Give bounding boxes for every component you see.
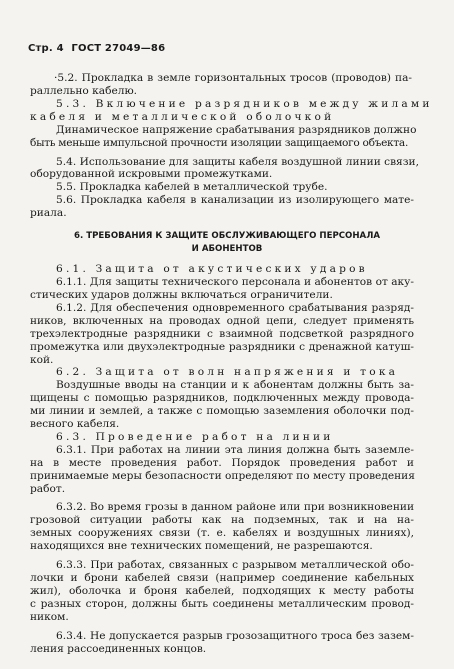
- text-line: 5.4. Использование для защиты кабеля воздушной линии связи,: [56, 156, 419, 168]
- chapter-title: 6. ТРЕБОВАНИЯ К ЗАЩИТЕ ОБСЛУЖИВАЮЩЕГО ПЕРСОНАЛА: [74, 231, 380, 241]
- text-line: 5.6. Прокладка кабеля в канализации из изолирующего мате-: [56, 194, 414, 206]
- text-line: ником.: [30, 611, 69, 623]
- section-heading-line: 6.2. Защита от волн напряжения и тока: [56, 366, 399, 378]
- text-line: жил), оболочка и броня кабелей, подходящих к месту работы: [30, 585, 414, 597]
- text-line: риала.: [30, 207, 67, 219]
- text-line: на в месте проведения работ. Порядок проведения работ и: [30, 457, 414, 469]
- chapter-title: И АБОНЕНТОВ: [191, 244, 263, 254]
- text-line: принимаемые меры безопасности определяют по месту проведения: [30, 470, 415, 482]
- text-line: грозовой ситуации работы как на подземных, так и на на-: [30, 514, 414, 526]
- text-line: промежутка или двухэлектродные разрядники с дренажной катуш-: [30, 341, 414, 353]
- text-line: работ.: [30, 483, 66, 495]
- text-line: ников, включенных на проводах одной цепи, следует применять: [30, 315, 414, 327]
- text-line: трехэлектродные разрядники с взаимной подсветкой разрядного: [30, 328, 414, 340]
- text-line: быть меньше импульсной прочности изоляции защищаемого объекта.: [30, 137, 409, 149]
- text-line: находящихся вне технических помещений, не разрешаются.: [30, 540, 373, 552]
- page-header: [28, 43, 169, 54]
- text-line: 5.5. Прокладка кабелей в металлической трубе.: [56, 181, 328, 193]
- text-line: 6.3.3. При работах, связанных с разрывом металлической обо-: [56, 559, 414, 571]
- text-line: земных сооружениях связи (т. е. кабелях и воздушных линиях),: [30, 527, 414, 539]
- text-line: 6.3.2. Во время грозы в данном районе или при возникновении: [56, 501, 414, 513]
- text-line: ми линии и землей, а также с помощью заземления оболочки под-: [30, 405, 414, 417]
- text-line: Воздушные вводы на станции и к абонентам должны быть за-: [56, 379, 414, 391]
- text-line: 6.3.1. При работах на линии эта линия должна быть заземле-: [56, 444, 414, 456]
- text-line: лочки и брони кабелей связи (например соединение кабельных: [30, 572, 414, 584]
- page-number: Стр. 4: [28, 43, 64, 54]
- text-line: оборудованной искровыми промежутками.: [30, 168, 273, 180]
- text-line: с разных сторон, должны быть соединены металлическим провод-: [30, 598, 414, 610]
- text-line: Динамическое напряжение срабатывания разрядников должно: [56, 124, 417, 136]
- section-heading-line: кабеля и металлической оболочкой: [30, 111, 335, 123]
- text-line: 6.3.4. Не допускается разрыв грозозащитного троса без зазем-: [56, 630, 414, 642]
- text-line: стических ударов должны включаться ограничители.: [30, 289, 333, 301]
- text-line: щищены с помощью разрядников, подключенных между провода-: [30, 392, 414, 404]
- text-line: ления рассоединенных концов.: [30, 643, 207, 655]
- text-line: раллельно кабелю.: [30, 85, 138, 97]
- text-line: ·5.2. Прокладка в земле горизонтальных тросов (проводов) па-: [54, 72, 412, 84]
- section-heading-line: 6.1. Защита от акустических ударов: [56, 263, 368, 275]
- section-heading-line: 5.3. Включение разрядников между жилами: [56, 98, 433, 110]
- text-line: 6.1.2. Для обеспечения одновременного срабатывания разряд-: [56, 302, 414, 314]
- text-line: весного кабеля.: [30, 418, 120, 430]
- section-heading-line: 6.3. Проведение работ на линии: [56, 431, 334, 443]
- text-line: 6.1.1. Для защиты технического персонала и абонентов от аку-: [56, 276, 414, 288]
- text-line: кой.: [30, 354, 54, 366]
- standard-code: ГОСТ 27049—86: [71, 43, 166, 54]
